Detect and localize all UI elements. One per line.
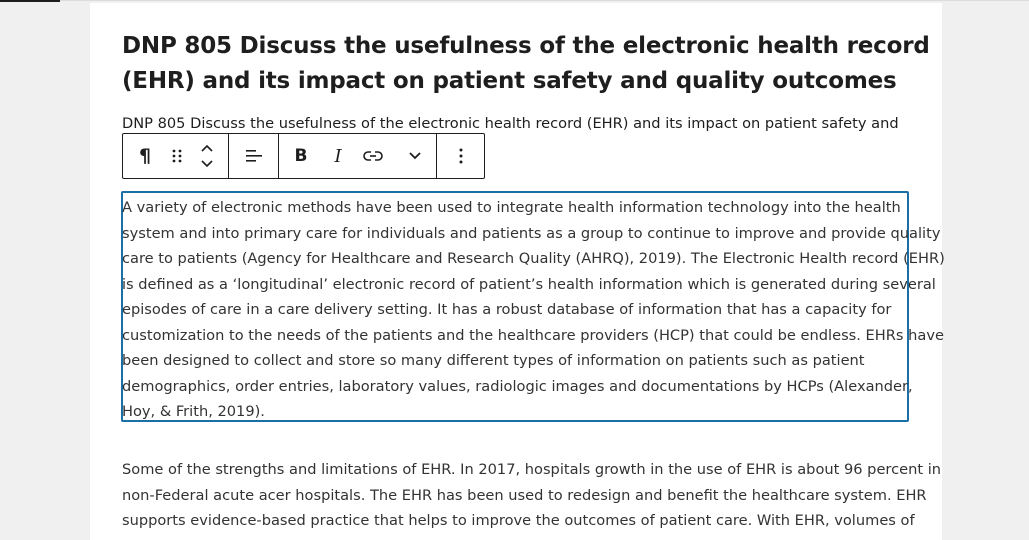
italic-button[interactable] [323,134,353,178]
top-accent-bar [0,0,60,2]
move-down-button[interactable] [201,156,213,172]
chevron-up-icon [201,144,213,152]
bold-button[interactable] [279,134,323,178]
formatting-group [279,134,437,178]
alignment-group [229,134,279,178]
chevron-down-icon [409,152,421,160]
paragraph-line: Hoy, & Frith, 2019). [122,403,265,420]
mover-controls [187,140,227,172]
vertical-ellipsis-icon [459,148,463,164]
paragraph-line: episodes of care in a care delivery setting. It has a robust database of information that has a capacity for [122,301,892,318]
pilcrow-icon: ¶ [138,145,152,167]
paragraph-line: customization to the needs of the patients and the healthcare providers (HCP) that could be endless. EHRs have [122,326,944,344]
align-button[interactable] [229,134,278,178]
paragraph-line: been designed to collect and store so many different types of information on patients such as patient [122,352,865,369]
align-left-icon [245,148,263,164]
drag-handle-button[interactable] [167,134,187,178]
block-type-button[interactable] [123,134,167,178]
move-up-button[interactable] [201,140,213,156]
chevron-down-icon [201,160,213,168]
block-toolbar [122,133,485,179]
block-controls-group [123,134,229,178]
link-icon [363,150,383,162]
paragraph-line: is defined as a ‘longitudinal’ electronic record of patient’s health information which is generated during several [122,275,936,293]
next-paragraph[interactable] [122,457,942,534]
paragraph-line: care to patients (Agency for Healthcare and Research Quality (AHRQ), 2019). The Electronic Health record (EHR) [122,250,945,267]
intro-paragraph[interactable]: DNP 805 Discuss the usefulness of the electronic health record (EHR) and its impact on patient safety and [122,115,899,132]
more-formatting-button[interactable] [393,134,436,178]
bold-label: B [294,146,308,166]
post-title-line-1: DNP 805 Discuss the usefulness of the electronic health record [122,33,930,59]
link-button[interactable] [353,134,393,178]
post-title-line-2: (EHR) and its impact on patient safety and quality outcomes [122,68,897,94]
paragraph-line: system and into primary care for individuals and patients as a group to continue to improve and provide quality [122,224,941,242]
editor-canvas[interactable] [90,3,945,540]
paragraph-line: supports evidence-based practice that helps to improve the outcomes of patient care. With EHR, volumes of [122,512,915,529]
options-button[interactable] [437,134,484,178]
paragraph-line: non-Federal acute acer hospitals. The EHR has been used to redesign and benefit the healthcare system. EHR [122,486,927,504]
top-divider [0,0,1029,1]
italic-label: I [334,145,342,167]
post-title[interactable] [122,29,930,99]
selected-paragraph[interactable] [122,195,945,425]
paragraph-line: Some of the strengths and limitations of EHR. In 2017, hospitals growth in the use of EHR is about 96 percent in [122,461,942,478]
drag-handle-icon [172,148,182,164]
paragraph-line: A variety of electronic methods have been used to integrate health information technology into the health [122,199,901,216]
options-group [437,134,484,178]
paragraph-line: demographics, order entries, laboratory values, radiologic images and documentations by HCPs (Alexander, [122,377,913,395]
